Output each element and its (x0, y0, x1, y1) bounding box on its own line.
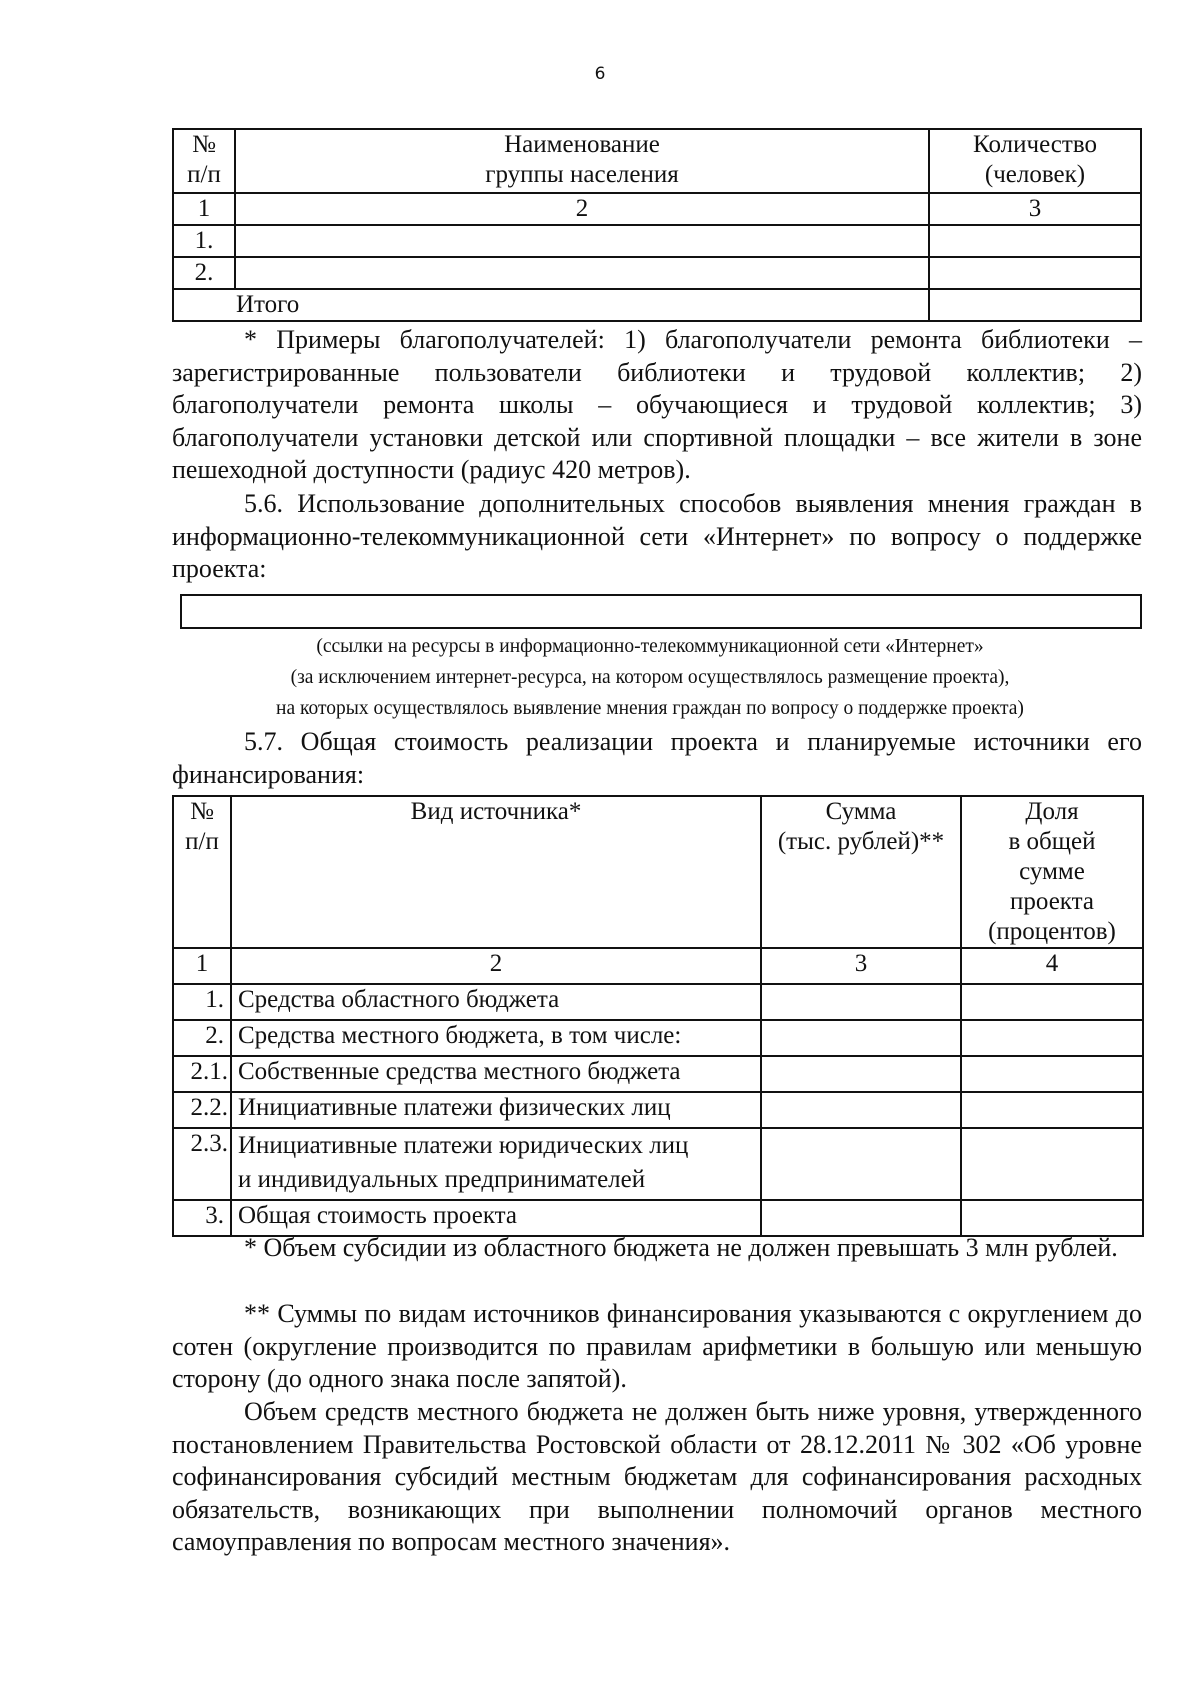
financing-table (172, 795, 1144, 1237)
colnum-1: 1 (173, 193, 235, 225)
amount-cell (761, 1128, 961, 1200)
colnum-3: 3 (761, 948, 961, 984)
total-row (173, 289, 1141, 321)
row-number: 2.1. (173, 1056, 231, 1092)
links-field[interactable] (180, 594, 1142, 629)
colnum-1: 1 (173, 948, 231, 984)
row-number: 1. (173, 984, 231, 1020)
group-name-cell (235, 257, 929, 289)
header-number: № п/п (173, 129, 235, 193)
colnum-3: 3 (929, 193, 1141, 225)
footnote-subsidy-limit: * Объем субсидии из областного бюджета не должен превышать 3 млн рублей. (244, 1233, 1118, 1262)
links-caption-3: на которых осуществлялось выявление мнения граждан по вопросу о поддержке проекта) (276, 698, 1024, 719)
beneficiaries-note: * Примеры благополучателей: 1) благополучатели ремонта библиотеки – зарегистрированные пользователи библиотеки и трудовой коллектив; 2) благополучатели ремонта школы – обучающиеся и трудовой коллектив; 3) благополучатели установки детской или спортивной площадки – все жители в зоне пешеходной доступности (радиус 420 метров). (172, 325, 1142, 484)
table-row (173, 984, 1143, 1020)
source-cell: Инициативные платежи физических лиц (231, 1092, 761, 1128)
amount-cell (761, 1200, 961, 1236)
beneficiaries-table (172, 128, 1142, 322)
table-row (173, 1020, 1143, 1056)
quantity-cell (929, 225, 1141, 257)
table-row (173, 257, 1141, 289)
closing-paragraph: Объем средств местного бюджета не должен быть ниже уровня, утвержденного постановлением Правительства Ростовской области от 28.12.2011 № 302 «Об уровне софинансирования субсидий местным бюджетам для софинансирования расходных обязательств, возникающих при выполнении полномочий органов местного самоуправления по вопросам местного значения». (172, 1397, 1142, 1556)
source-cell: Общая стоимость проекта (231, 1200, 761, 1236)
section-5-7: 5.7. Общая стоимость реализации проекта и планируемые источники его финансирования: (172, 727, 1142, 789)
total-quantity-cell (929, 289, 1141, 321)
share-cell (961, 1128, 1143, 1200)
amount-cell (761, 1020, 961, 1056)
header-number: № п/п (173, 796, 231, 948)
table-row (173, 225, 1141, 257)
header-quantity: Количество (человек) (929, 129, 1141, 193)
header-amount: Сумма (тыс. рублей)** (761, 796, 961, 948)
colnum-2: 2 (231, 948, 761, 984)
colnum-4: 4 (961, 948, 1143, 984)
table-row (173, 1200, 1143, 1236)
row-number: 2. (173, 257, 235, 289)
table-row (173, 1056, 1143, 1092)
share-cell (961, 984, 1143, 1020)
source-cell: Средства местного бюджета, в том числе: (231, 1020, 761, 1056)
group-name-cell (235, 225, 929, 257)
row-number: 1. (173, 225, 235, 257)
share-cell (961, 1020, 1143, 1056)
amount-cell (761, 1056, 961, 1092)
links-caption-1: (ссылки на ресурсы в информационно-телекоммуникационной сети «Интернет» (316, 636, 984, 657)
colnum-2: 2 (235, 193, 929, 225)
amount-cell (761, 984, 961, 1020)
row-number: 2.3. (173, 1128, 231, 1200)
row-number: 3. (173, 1200, 231, 1236)
quantity-cell (929, 257, 1141, 289)
footnote-rounding: ** Суммы по видам источников финансирования указываются с округлением до сотен (округление производится по правилам арифметики в большую или меньшую сторону (до одного знака после запятой). (172, 1299, 1142, 1393)
header-group-name: Наименование группы населения (235, 129, 929, 193)
header-share: Доля в общей сумме проекта (процентов) (961, 796, 1143, 948)
source-cell: Инициативные платежи юридических лиц и индивидуальных предпринимателей (231, 1128, 761, 1200)
share-cell (961, 1200, 1143, 1236)
row-number: 2.2. (173, 1092, 231, 1128)
share-cell (961, 1092, 1143, 1128)
section-5-6: 5.6. Использование дополнительных способов выявления мнения граждан в информационно-телекоммуникационной сети «Интернет» по вопросу о поддержке проекта: (172, 489, 1142, 583)
total-label: Итого (173, 289, 929, 321)
share-cell (961, 1056, 1143, 1092)
row-number: 2. (173, 1020, 231, 1056)
table-row (173, 1128, 1143, 1200)
table-row (173, 1092, 1143, 1128)
header-source-type: Вид источника* (231, 796, 761, 948)
page-number: 6 (594, 64, 606, 84)
amount-cell (761, 1092, 961, 1128)
source-cell: Средства областного бюджета (231, 984, 761, 1020)
source-cell: Собственные средства местного бюджета (231, 1056, 761, 1092)
links-caption-2: (за исключением интернет-ресурса, на котором осуществлялось размещение проекта), (290, 667, 1010, 688)
